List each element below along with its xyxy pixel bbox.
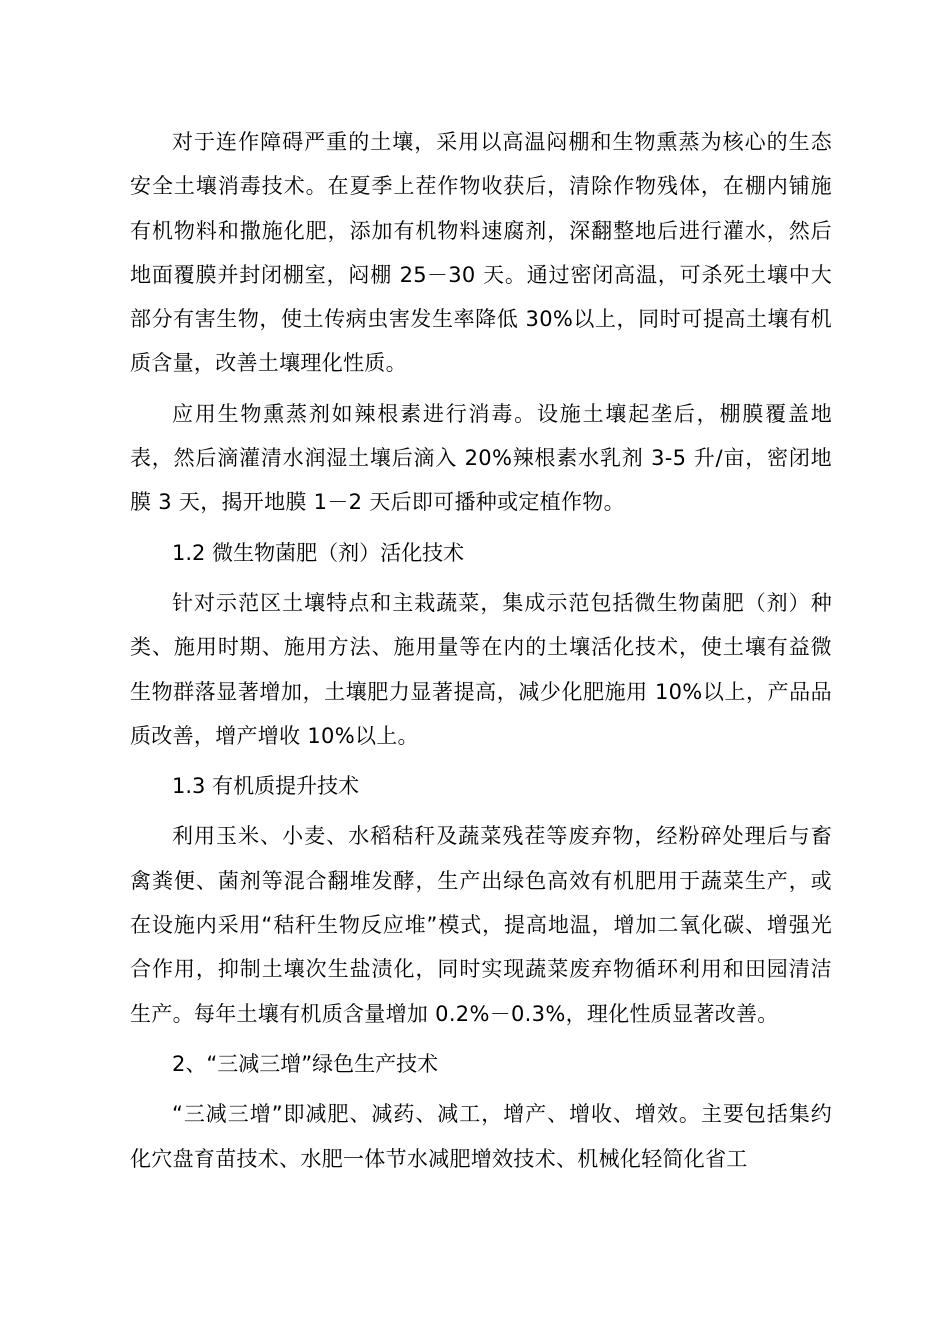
section-heading-1-3: 1.3 有机质提升技术: [172, 774, 360, 799]
body-text: [130, 120, 832, 1181]
paragraph-microbial-fertilizer: 针对示范区土壤特点和主栽蔬菜，集成示范包括微生物菌肥（剂）种类、施用时期、施用方法、施用量等在内的土壤活化技术，使土壤有益微生物群落显著增加，土壤肥力显著提高，减少化肥施用 10%以上，产品品质改善，增产增收 10%以上。: [130, 590, 832, 748]
paragraph-biofumigant: 应用生物熏蒸剂如辣根素进行消毒。设施土壤起垄后，棚膜覆盖地表，然后滴灌清水润湿土壤后滴入 20%辣根素水乳剂 3-5 升/亩，密闭地膜 3 天，揭开地膜 1－2 天后即可播种或定植作物。: [130, 401, 832, 515]
section-heading-1-2: 1.2 微生物菌肥（剂）活化技术: [172, 540, 465, 565]
paragraph-soil-disinfection: 对于连作障碍严重的土壤，采用以高温闷棚和生物熏蒸为核心的生态安全土壤消毒技术。在夏季上茬作物收获后，清除作物残体，在棚内铺施有机物料和撒施化肥，添加有机物料速腐剂，深翻整地后进行灌水，然后地面覆膜并封闭棚室，闷棚 25－30 天。通过密闭高温，可杀死土壤中大部分有害生物，使土传病虫害发生率降低 30%以上，同时可提高土壤有机质含量，改善土壤理化性质。: [130, 130, 832, 376]
paragraph-organic-matter: 利用玉米、小麦、水稻秸秆及蔬菜残茬等废弃物，经粉碎处理后与畜禽粪便、菌剂等混合翻堆发酵，生产出绿色高效有机肥用于蔬菜生产，或在设施内采用“秸秆生物反应堆”模式，提高地温，增加二氧化碳、增强光合作用，抑制土壤次生盐渍化，同时实现蔬菜废弃物循环利用和田园清洁生产。每年土壤有机质含量增加 0.2%－0.3%，理化性质显著改善。: [130, 824, 832, 1026]
section-heading-2: 2、“三减三增”绿色生产技术: [172, 1051, 439, 1076]
paragraph-three-reduce-three-increase: “三减三增”即减肥、减药、减工，增产、增收、增效。主要包括集约化穴盘育苗技术、水肥一体节水减肥增效技术、机械化轻简化省工: [130, 1102, 832, 1171]
